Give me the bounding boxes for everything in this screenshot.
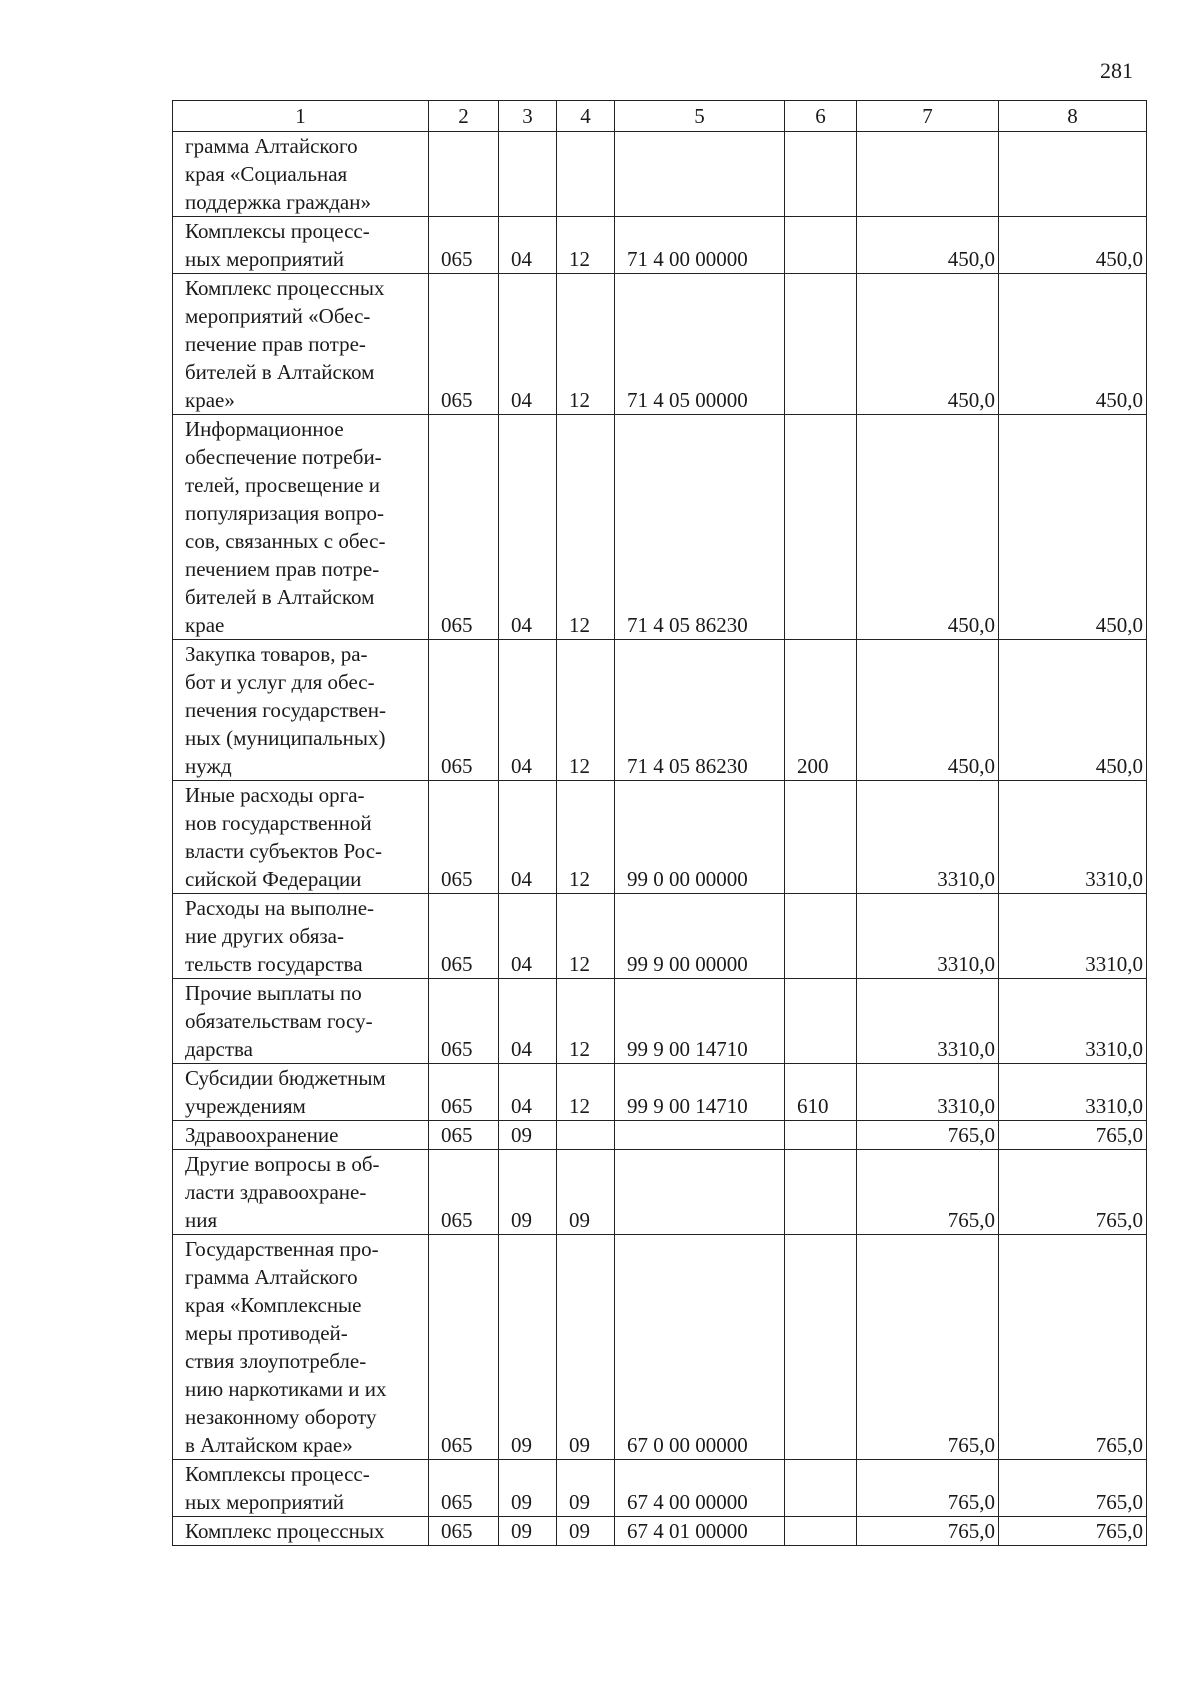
item-name-line: Информационное — [185, 417, 344, 441]
cell-target-article — [615, 1121, 785, 1150]
cell-amount-year-2: 450,0 — [999, 217, 1147, 274]
cell-section-code — [499, 132, 557, 217]
item-name-line: Комплексы процесс- — [185, 1462, 370, 1486]
item-name-line: поддержка граждан» — [185, 190, 371, 214]
cell-amount-year-1: 3310,0 — [857, 894, 999, 979]
cell-ministry-code: 065 — [429, 1150, 499, 1235]
cell-amount-year-2: 765,0 — [999, 1150, 1147, 1235]
cell-amount-year-1: 765,0 — [857, 1235, 999, 1460]
item-name-line: печением прав потре- — [185, 557, 380, 581]
cell-expense-type: 200 — [785, 640, 857, 781]
table-row — [173, 1150, 1147, 1235]
cell-expense-type — [785, 781, 857, 894]
table-row — [173, 132, 1147, 217]
item-name-line: края «Комплексные — [185, 1293, 362, 1317]
cell-expense-type — [785, 1150, 857, 1235]
item-name-line: власти субъектов Рос- — [185, 839, 383, 863]
cell-item-name — [173, 781, 429, 894]
cell-target-article: 71 4 00 00000 — [615, 217, 785, 274]
cell-item-name — [173, 1150, 429, 1235]
cell-amount-year-1: 3310,0 — [857, 979, 999, 1064]
item-name-line: Иные расходы орга- — [185, 783, 365, 807]
table-row — [173, 640, 1147, 781]
cell-item-name — [173, 1064, 429, 1121]
table-row — [173, 1064, 1147, 1121]
cell-ministry-code: 065 — [429, 640, 499, 781]
cell-item-name — [173, 894, 429, 979]
item-name-line: ствия злоупотребле- — [185, 1349, 367, 1373]
item-name-line: Расходы на выполне- — [185, 896, 375, 920]
item-name-line: обеспечение потреби- — [185, 445, 382, 469]
header-col-2: 2 — [429, 101, 499, 132]
cell-subsection-code — [557, 132, 615, 217]
cell-ministry-code: 065 — [429, 217, 499, 274]
cell-expense-type — [785, 415, 857, 640]
item-name-line: тельств государства — [185, 952, 363, 976]
cell-expense-type — [785, 894, 857, 979]
cell-target-article: 99 9 00 14710 — [615, 979, 785, 1064]
cell-item-name — [173, 1235, 429, 1460]
cell-target-article: 67 4 01 00000 — [615, 1517, 785, 1546]
page-number: 281 — [1100, 58, 1133, 83]
item-name-line: Здравоохранение — [185, 1123, 339, 1147]
table-row — [173, 894, 1147, 979]
cell-expense-type — [785, 132, 857, 217]
cell-section-code: 04 — [499, 217, 557, 274]
item-name-line: бителей в Алтайском — [185, 585, 375, 609]
cell-item-name — [173, 1517, 429, 1546]
item-name-line: ных мероприятий — [185, 1490, 344, 1514]
item-name-line: Комплекс процессных — [185, 1519, 385, 1543]
item-name-line: печение прав потре- — [185, 332, 366, 356]
header-col-7: 7 — [857, 101, 999, 132]
cell-subsection-code: 09 — [557, 1150, 615, 1235]
cell-target-article: 71 4 05 86230 — [615, 640, 785, 781]
cell-expense-type — [785, 1460, 857, 1517]
cell-section-code: 04 — [499, 894, 557, 979]
item-name-line: меры противодей- — [185, 1321, 348, 1345]
cell-expense-type — [785, 1517, 857, 1546]
cell-subsection-code: 12 — [557, 781, 615, 894]
cell-section-code: 09 — [499, 1150, 557, 1235]
cell-subsection-code: 09 — [557, 1460, 615, 1517]
item-name-line: бот и услуг для обес- — [185, 670, 375, 694]
cell-amount-year-1: 3310,0 — [857, 781, 999, 894]
cell-target-article: 71 4 05 00000 — [615, 274, 785, 415]
cell-item-name — [173, 274, 429, 415]
header-row — [173, 101, 1147, 132]
item-name-line: ние других обяза- — [185, 924, 344, 948]
table-row — [173, 1235, 1147, 1460]
cell-target-article: 67 0 00 00000 — [615, 1235, 785, 1460]
table-row — [173, 1121, 1147, 1150]
cell-amount-year-1: 450,0 — [857, 415, 999, 640]
cell-expense-type — [785, 1121, 857, 1150]
cell-target-article — [615, 132, 785, 217]
cell-ministry-code: 065 — [429, 274, 499, 415]
cell-ministry-code: 065 — [429, 781, 499, 894]
item-name-line: нов государственной — [185, 811, 372, 835]
cell-section-code: 09 — [499, 1235, 557, 1460]
cell-amount-year-1: 450,0 — [857, 640, 999, 781]
cell-section-code: 09 — [499, 1517, 557, 1546]
cell-subsection-code: 12 — [557, 415, 615, 640]
cell-item-name — [173, 640, 429, 781]
cell-section-code: 04 — [499, 979, 557, 1064]
item-name-line: незаконному обороту — [185, 1405, 377, 1429]
item-name-line: учреждениям — [185, 1094, 306, 1118]
cell-amount-year-2: 765,0 — [999, 1517, 1147, 1546]
item-name-line: мероприятий «Обес- — [185, 304, 371, 328]
table-row — [173, 979, 1147, 1064]
item-name-line: сийской Федерации — [185, 867, 362, 891]
cell-target-article: 99 9 00 14710 — [615, 1064, 785, 1121]
item-name-line: грамма Алтайского — [185, 134, 358, 158]
table-body — [173, 132, 1147, 1546]
cell-subsection-code: 12 — [557, 640, 615, 781]
header-col-5: 5 — [615, 101, 785, 132]
cell-target-article: 99 9 00 00000 — [615, 894, 785, 979]
cell-subsection-code: 09 — [557, 1517, 615, 1546]
item-name-line: крае — [185, 613, 225, 637]
item-name-line: обязательствам госу- — [185, 1009, 373, 1033]
cell-subsection-code: 12 — [557, 894, 615, 979]
cell-amount-year-2: 3310,0 — [999, 1064, 1147, 1121]
cell-amount-year-2: 3310,0 — [999, 781, 1147, 894]
cell-amount-year-1: 765,0 — [857, 1460, 999, 1517]
cell-amount-year-1: 765,0 — [857, 1121, 999, 1150]
budget-table — [172, 100, 1147, 1546]
cell-subsection-code: 09 — [557, 1235, 615, 1460]
cell-amount-year-1: 450,0 — [857, 217, 999, 274]
cell-ministry-code: 065 — [429, 1460, 499, 1517]
cell-amount-year-2: 450,0 — [999, 640, 1147, 781]
cell-expense-type: 610 — [785, 1064, 857, 1121]
table-row — [173, 781, 1147, 894]
cell-section-code: 09 — [499, 1121, 557, 1150]
item-name-line: ных мероприятий — [185, 247, 344, 271]
cell-target-article: 99 0 00 00000 — [615, 781, 785, 894]
header-col-3: 3 — [499, 101, 557, 132]
cell-amount-year-2: 765,0 — [999, 1460, 1147, 1517]
item-name-line: грамма Алтайского — [185, 1265, 358, 1289]
cell-expense-type — [785, 1235, 857, 1460]
item-name-line: Субсидии бюджетным — [185, 1066, 386, 1090]
cell-section-code: 04 — [499, 781, 557, 894]
cell-subsection-code: 12 — [557, 217, 615, 274]
cell-amount-year-2: 450,0 — [999, 274, 1147, 415]
cell-ministry-code — [429, 132, 499, 217]
header-col-6: 6 — [785, 101, 857, 132]
header-col-1: 1 — [173, 101, 429, 132]
cell-item-name — [173, 415, 429, 640]
cell-amount-year-1 — [857, 132, 999, 217]
item-name-line: телей, просвещение и — [185, 473, 381, 497]
item-name-line: Закупка товаров, ра- — [185, 642, 368, 666]
item-name-line: нужд — [185, 754, 232, 778]
cell-subsection-code — [557, 1121, 615, 1150]
cell-subsection-code: 12 — [557, 979, 615, 1064]
cell-section-code: 04 — [499, 274, 557, 415]
cell-item-name — [173, 979, 429, 1064]
cell-expense-type — [785, 274, 857, 415]
cell-section-code: 04 — [499, 415, 557, 640]
cell-section-code: 04 — [499, 640, 557, 781]
cell-target-article — [615, 1150, 785, 1235]
cell-item-name — [173, 217, 429, 274]
cell-amount-year-1: 765,0 — [857, 1150, 999, 1235]
cell-subsection-code: 12 — [557, 274, 615, 415]
item-name-line: нию наркотиками и их — [185, 1377, 387, 1401]
cell-ministry-code: 065 — [429, 1121, 499, 1150]
item-name-line: дарства — [185, 1037, 253, 1061]
cell-amount-year-1: 765,0 — [857, 1517, 999, 1546]
table-row — [173, 415, 1147, 640]
cell-section-code: 09 — [499, 1460, 557, 1517]
cell-ministry-code: 065 — [429, 1235, 499, 1460]
header-col-8: 8 — [999, 101, 1147, 132]
cell-subsection-code: 12 — [557, 1064, 615, 1121]
item-name-line: Комплексы процесс- — [185, 219, 370, 243]
table-row — [173, 1517, 1147, 1546]
item-name-line: печения государствен- — [185, 698, 386, 722]
cell-ministry-code: 065 — [429, 1517, 499, 1546]
item-name-line: крае» — [185, 388, 235, 412]
item-name-line: Другие вопросы в об- — [185, 1152, 380, 1176]
cell-ministry-code: 065 — [429, 415, 499, 640]
cell-item-name — [173, 132, 429, 217]
item-name-line: популяризация вопро- — [185, 501, 384, 525]
item-name-line: Комплекс процессных — [185, 276, 385, 300]
item-name-line: Прочие выплаты по — [185, 981, 362, 1005]
table-row — [173, 217, 1147, 274]
cell-ministry-code: 065 — [429, 894, 499, 979]
header-col-4: 4 — [557, 101, 615, 132]
cell-expense-type — [785, 217, 857, 274]
item-name-line: в Алтайском крае» — [185, 1433, 353, 1457]
cell-amount-year-2: 765,0 — [999, 1121, 1147, 1150]
cell-amount-year-1: 3310,0 — [857, 1064, 999, 1121]
item-name-line: бителей в Алтайском — [185, 360, 375, 384]
cell-target-article: 67 4 00 00000 — [615, 1460, 785, 1517]
cell-amount-year-2: 765,0 — [999, 1235, 1147, 1460]
cell-amount-year-2: 3310,0 — [999, 979, 1147, 1064]
cell-ministry-code: 065 — [429, 1064, 499, 1121]
item-name-line: края «Социальная — [185, 162, 348, 186]
item-name-line: ния — [185, 1208, 218, 1232]
cell-amount-year-2: 3310,0 — [999, 894, 1147, 979]
cell-target-article: 71 4 05 86230 — [615, 415, 785, 640]
item-name-line: ных (муниципальных) — [185, 726, 386, 750]
item-name-line: сов, связанных с обес- — [185, 529, 386, 553]
cell-item-name — [173, 1460, 429, 1517]
cell-item-name — [173, 1121, 429, 1150]
item-name-line: Государственная про- — [185, 1237, 379, 1261]
table-row — [173, 274, 1147, 415]
cell-amount-year-1: 450,0 — [857, 274, 999, 415]
item-name-line: ласти здравоохране- — [185, 1180, 367, 1204]
table-row — [173, 1460, 1147, 1517]
cell-amount-year-2: 450,0 — [999, 415, 1147, 640]
cell-expense-type — [785, 979, 857, 1064]
cell-ministry-code: 065 — [429, 979, 499, 1064]
cell-amount-year-2 — [999, 132, 1147, 217]
cell-section-code: 04 — [499, 1064, 557, 1121]
